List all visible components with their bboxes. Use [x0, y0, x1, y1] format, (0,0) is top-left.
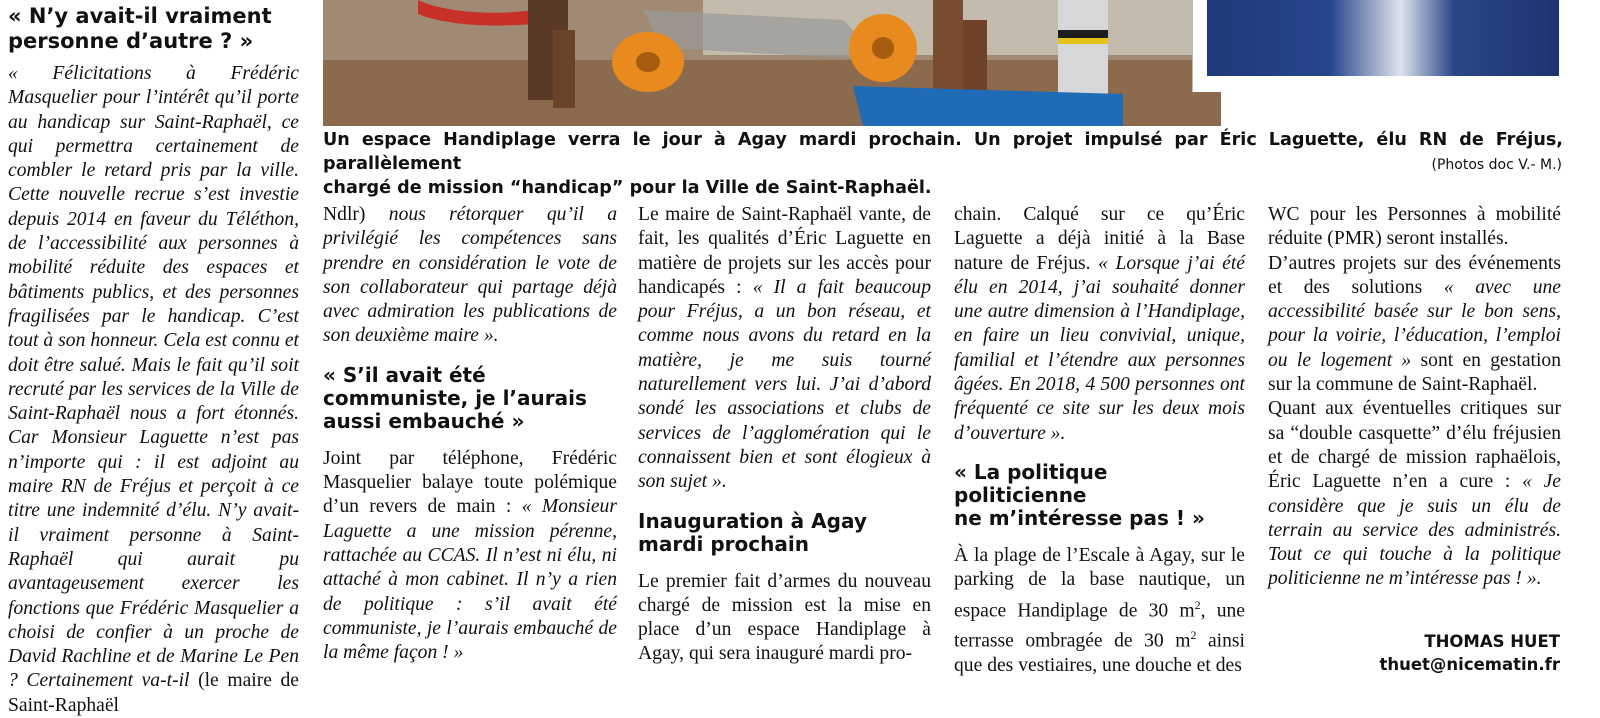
col1-paragraph-1 — [323, 203, 617, 349]
photo-credit: (Photos doc V.- M.) — [1431, 157, 1562, 173]
col4-paragraph-2-text: D’autres projets sur des événements et des solutions — [1268, 252, 1561, 298]
col3-paragraph-1 — [954, 203, 1245, 446]
squared-superscript-1: 2 — [1194, 597, 1201, 612]
photo-caption — [323, 128, 1563, 200]
col3-paragraph-2-part-a: À la plage de l’Escale à Agay, sur le parking de la base nautique, un espace Handiplage de 30 m — [954, 544, 1245, 622]
col3-paragraph-1-text: chain. Calqué sur ce qu’Éric Laguette a déjà initié à la Base nature de Fréjus. — [954, 204, 1245, 274]
letter-body — [8, 62, 299, 718]
subhead-politique-line-1: « La politique — [954, 459, 1108, 484]
col4-paragraph-2-quote: « avec une accessibilité basée sur le bon sens, pour la voirie, l’éducation, l’emploi ou le logement » — [1268, 276, 1561, 371]
handiplage-photo — [323, 0, 1221, 126]
article-column-3 — [954, 203, 1245, 680]
col2-paragraph-1-text: Le maire de Saint-Raphaël vante, de fait, les qualités d’Éric Laguette en matière de projets sur les accès pour handicapés : — [638, 204, 931, 298]
col1-paragraph-2 — [323, 447, 617, 666]
subhead-inauguration-line-2: mardi prochain — [638, 531, 809, 556]
col1-paragraph-1-lead: Ndlr) — [323, 204, 366, 225]
subhead-inauguration-line-1: Inauguration à Agay — [638, 508, 867, 533]
col3-paragraph-2-part-b: , une terrasse ombragée de 30 m — [954, 600, 1245, 652]
col1-paragraph-2-quote: « Monsieur Laguette a une mission pérenne, rattachée au CCAS. Il n’est ni élu, ni attaché à mon cabinet. Il n’y a rien de politique : s’il avait été communiste, je l’aurais embauché de la même façon ! » — [323, 496, 617, 664]
col1-paragraph-2-text: Joint par téléphone, Frédéric Masquelier balaye toute polémique d’un revers de main : — [323, 447, 617, 518]
author-email: thuet@nicematin.fr — [1379, 655, 1560, 674]
squared-superscript-2: 2 — [1190, 628, 1197, 643]
col4-paragraph-3-quote: « Je considère que je suis un élu de terrain au service des administrés. Tout ce qui touche à la politique politicienne ne m’intéresse pas ! ». — [1268, 471, 1561, 590]
article-column-1 — [323, 203, 617, 680]
beach-photo-illustration — [323, 0, 1221, 126]
col4-paragraph-2-tail: sont en gestation sur la commune de Saint-Raphaël. — [1268, 349, 1561, 396]
portrait-photo — [1192, 0, 1569, 92]
photo-caption-line-2: chargé de mission “handicap” pour la Ville de Saint-Raphaël. — [323, 178, 932, 198]
subhead-communiste — [323, 364, 617, 433]
subhead-politique — [954, 461, 1245, 530]
col4-paragraph-2 — [1268, 252, 1561, 398]
col3-paragraph-2 — [954, 544, 1245, 679]
col2-paragraph-2: Le premier fait d’armes du nouveau chargé de mission est la mise en place d’un espace Handiplage à Agay, qui sera inauguré mardi pro- — [638, 570, 931, 665]
subhead-communiste-line-2: communiste, je l’aurais — [323, 385, 587, 410]
letter-quote: « Félicitations à Frédéric Masquelier pour l’intérêt qu’il porte au handicap sur Saint-Raphaël, ce qui permettra certainement de combler le retard pris par la ville. Cette nouvelle recrue s’est investie depuis 2014 en faveur du Téléthon, de l’accessibilité aux personnes à mobilité réduite des espaces et bâtiments publics, et des personnes fragilisées par le handicap. C’est tout à son honneur. Cela est connu et doit être salué. Mais le fait qu’il soit recruté par les services de la Ville de Saint-Raphaël nous a fort étonnés. Car Monsieur Laguette n’est pas n’importe qui : il est adjoint au maire RN de Fréjus et perçoit à ce titre une indemnité d’élu. N’y avait-il vraiment personne à Saint-Raphaël qui aurait pu avantageusement exercer les fonctions que Frédéric Masquelier a choisi de confier à un proche de David Rachline et de Marine Le Pen ? Certainement va-t-il — [8, 63, 299, 692]
col4-paragraph-1: WC pour les Personnes à mobilité réduite (PMR) seront installés. — [1268, 204, 1561, 250]
letter-tail: (le maire de Saint-Raphaël — [8, 670, 300, 716]
col1-paragraph-1-quote: nous rétorquer qu’il a privilégié les compétences sans prendre en considération le vote de son collaborateur qui partage déjà avec admiration les publications de son deuxième maire ». — [323, 204, 617, 347]
letter-headline-line-2: personne d’autre ? » — [8, 29, 254, 53]
article-column-4 — [1268, 203, 1561, 623]
col3-paragraph-2-part-c: ainsi que des vestiaires, une douche et des — [954, 630, 1245, 677]
letter-column — [8, 4, 300, 716]
col2-paragraph-1 — [638, 203, 931, 495]
portrait-image — [1207, 0, 1559, 76]
col4-paragraph-3 — [1268, 397, 1561, 591]
subhead-inauguration — [638, 510, 931, 556]
article-column-2 — [638, 203, 931, 680]
author-name: THOMAS HUET — [1424, 632, 1560, 651]
subhead-communiste-line-1: « S’il avait été — [323, 362, 486, 387]
col2-paragraph-1-quote: « Il a fait beaucoup pour Fréjus, a un bon réseau, et comme nous avons du retard en la matière, je me suis tourné naturellement vers lui. J’ai d’abord sondé les associations et clubs de services de l’agglomération qui le connaissent bien et sont élogieux à son sujet ». — [638, 276, 931, 493]
subhead-politique-line-3: ne m’intéresse pas ! » — [954, 505, 1205, 530]
letter-headline — [8, 4, 299, 54]
letter-headline-line-1: « N’y avait-il vraiment — [8, 4, 272, 28]
col3-paragraph-1-quote: « Lorsque j’ai été élu en 2014, j’ai souhaité donner une autre dimension à l’Handiplage, en faire un lieu convivial, unique, familial et l’étendre aux personnes âgées. En 2018, 4 500 personnes ont fréquenté ce site sur les deux mois d’ouverture ». — [954, 252, 1245, 444]
photo-caption-line-1: Un espace Handiplage verra le jour à Agay mardi prochain. Un projet impulsé par Éric Laguette, élu RN de Fréjus, parallèlement — [323, 130, 1563, 174]
col4-paragraph-3-text: Quant aux éventuelles critiques sur sa “double casquette” d’élu fréjusien et de chargé de mission raphaëlois, Éric Laguette n’en a cure : — [1268, 398, 1561, 493]
subhead-politique-line-2: politicienne — [954, 482, 1087, 507]
subhead-communiste-line-3: aussi embauché » — [323, 408, 525, 433]
